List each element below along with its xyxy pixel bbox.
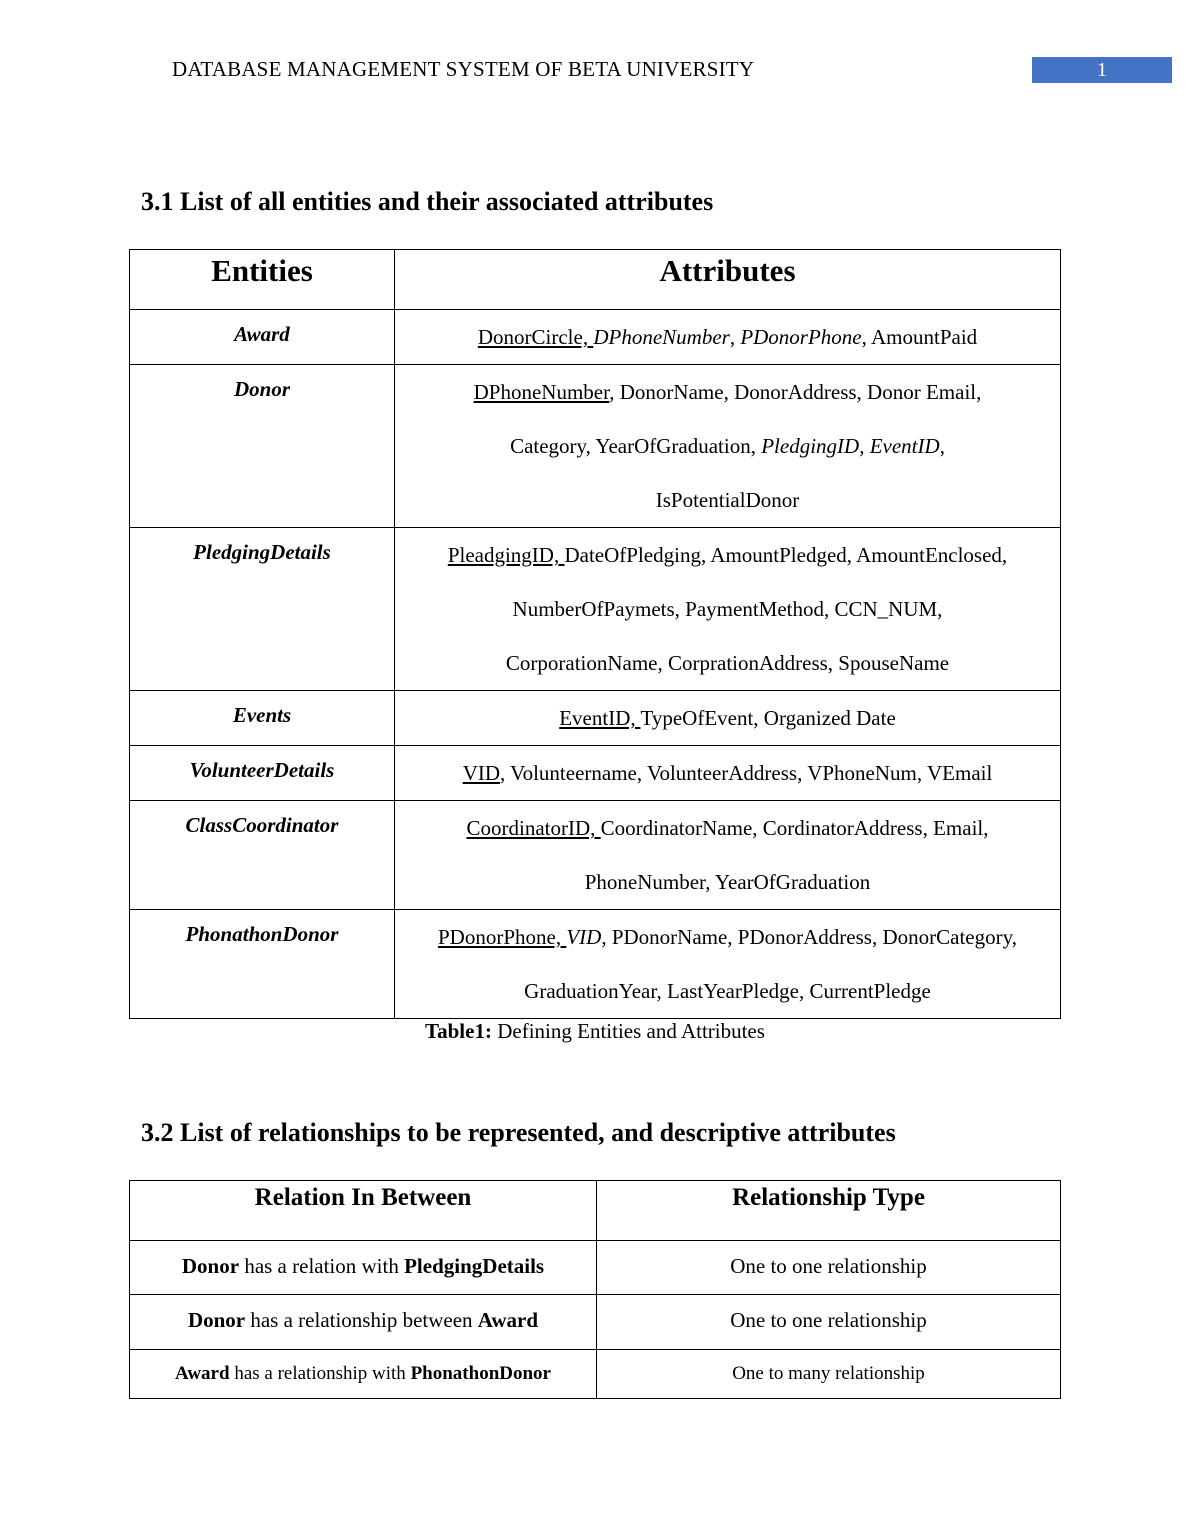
attribute-line xyxy=(395,855,1060,909)
attribute-text: , Volunteername, VolunteerAddress, VPhoneNum, VEmail xyxy=(500,761,993,785)
foreign-key-text: PledgingID, EventID xyxy=(761,434,940,458)
attribute-text: IsPotentialDonor xyxy=(655,488,800,512)
relationships-table-header-row xyxy=(130,1181,1061,1241)
attribute-text: CorporationName, CorprationAddress, SpouseName xyxy=(505,651,950,675)
attribute-line xyxy=(395,964,1060,1018)
primary-key-text: CoordinatorID, xyxy=(466,816,601,840)
entity-name: Donor xyxy=(130,365,395,528)
attribute-line xyxy=(395,746,1060,800)
relation-between xyxy=(130,1350,597,1399)
entity-name: VolunteerDetails xyxy=(130,746,395,801)
foreign-key-text: VID xyxy=(566,925,602,949)
table-row xyxy=(130,365,1061,528)
entity-name: PledgingDetails xyxy=(404,1254,545,1278)
table-row xyxy=(130,528,1061,691)
attribute-text: CoordinatorName, CordinatorAddress, Email, xyxy=(600,816,989,840)
attribute-text: , xyxy=(939,434,945,458)
attribute-line xyxy=(395,910,1060,964)
attribute-text: , DonorName, DonorAddress, Donor Email, xyxy=(609,380,982,404)
page-number: 1 xyxy=(1032,57,1172,83)
foreign-key-text: PDonorPhone xyxy=(740,325,862,349)
entity-name: Donor xyxy=(187,1308,246,1332)
relationship-type: One to one relationship xyxy=(597,1241,1061,1295)
attribute-line xyxy=(395,310,1060,364)
relation-text: has a relationship with xyxy=(229,1363,411,1384)
column-header-relation: Relation In Between xyxy=(130,1181,597,1241)
attribute-text: DateOfPledging, AmountPledged, AmountEnclosed, xyxy=(564,543,1008,567)
attribute-line xyxy=(395,365,1060,419)
primary-key-text: VID xyxy=(462,761,501,785)
entity-name: Award xyxy=(175,1363,230,1384)
primary-key-text: EventID, xyxy=(559,706,641,730)
column-header-entities: Entities xyxy=(130,250,395,310)
entity-attributes xyxy=(395,310,1061,365)
attribute-line xyxy=(395,691,1060,745)
table-row xyxy=(130,746,1061,801)
entity-name: Donor xyxy=(181,1254,240,1278)
column-header-attributes: Attributes xyxy=(395,250,1061,310)
primary-key-text: PleadgingID, xyxy=(447,543,565,567)
running-header-title: DATABASE MANAGEMENT SYSTEM OF BETA UNIVERSITY xyxy=(172,57,755,81)
primary-key-text: DPhoneNumber xyxy=(473,380,610,404)
relation-between xyxy=(130,1241,597,1295)
attribute-line xyxy=(395,582,1060,636)
entity-name: Events xyxy=(130,691,395,746)
table-row xyxy=(130,1295,1061,1350)
relationships-table xyxy=(129,1180,1061,1399)
relationship-type: One to many relationship xyxy=(597,1350,1061,1399)
section-heading-relationships: 3.2 List of relationships to be represented, and descriptive attributes xyxy=(141,1118,896,1147)
attribute-text: NumberOfPaymets, PaymentMethod, CCN_NUM, xyxy=(512,597,943,621)
section-heading-entities: 3.1 List of all entities and their associated attributes xyxy=(141,187,714,216)
column-header-relationship-type: Relationship Type xyxy=(597,1181,1061,1241)
entity-name: Award xyxy=(477,1308,539,1332)
attribute-line xyxy=(395,528,1060,582)
entity-name: ClassCoordinator xyxy=(130,801,395,910)
table-row xyxy=(130,1241,1061,1295)
relationship-type: One to one relationship xyxy=(597,1295,1061,1350)
entities-table-header-row xyxy=(130,250,1061,310)
attribute-text: TypeOfEvent, Organized Date xyxy=(640,706,896,730)
table-row xyxy=(130,310,1061,365)
entity-attributes xyxy=(395,801,1061,910)
relation-between xyxy=(130,1295,597,1350)
attribute-text: , AmountPaid xyxy=(861,325,978,349)
attribute-line xyxy=(395,636,1060,690)
relation-text: has a relationship between xyxy=(245,1308,478,1332)
entity-name: Award xyxy=(130,310,395,365)
entities-table xyxy=(129,249,1061,1019)
entity-attributes xyxy=(395,365,1061,528)
table-row xyxy=(130,1350,1061,1399)
entity-name: PhonathonDonor xyxy=(130,910,395,1019)
entity-attributes xyxy=(395,746,1061,801)
entity-attributes xyxy=(395,910,1061,1019)
table-row xyxy=(130,691,1061,746)
attribute-text: GraduationYear, LastYearPledge, CurrentPledge xyxy=(524,979,931,1003)
caption-label: Table1: xyxy=(425,1019,492,1043)
relation-text: has a relation with xyxy=(239,1254,405,1278)
attribute-text: PhoneNumber, YearOfGraduation xyxy=(584,870,871,894)
foreign-key-text: DPhoneNumber xyxy=(593,325,730,349)
entity-name: PledgingDetails xyxy=(130,528,395,691)
attribute-line xyxy=(395,473,1060,527)
primary-key-text: PDonorPhone, xyxy=(437,925,567,949)
primary-key-text: DonorCircle, xyxy=(477,325,594,349)
table-row xyxy=(130,801,1061,910)
attribute-line xyxy=(395,801,1060,855)
attribute-text: , xyxy=(729,325,741,349)
entity-attributes xyxy=(395,528,1061,691)
entity-attributes xyxy=(395,691,1061,746)
table-row xyxy=(130,910,1061,1019)
table-caption xyxy=(0,1019,1190,1044)
attribute-text: , PDonorName, PDonorAddress, DonorCategory, xyxy=(601,925,1017,949)
entity-name: PhonathonDonor xyxy=(410,1363,551,1384)
attribute-line xyxy=(395,419,1060,473)
caption-text: Defining Entities and Attributes xyxy=(491,1019,765,1043)
attribute-text: Category, YearOfGraduation, xyxy=(510,434,762,458)
